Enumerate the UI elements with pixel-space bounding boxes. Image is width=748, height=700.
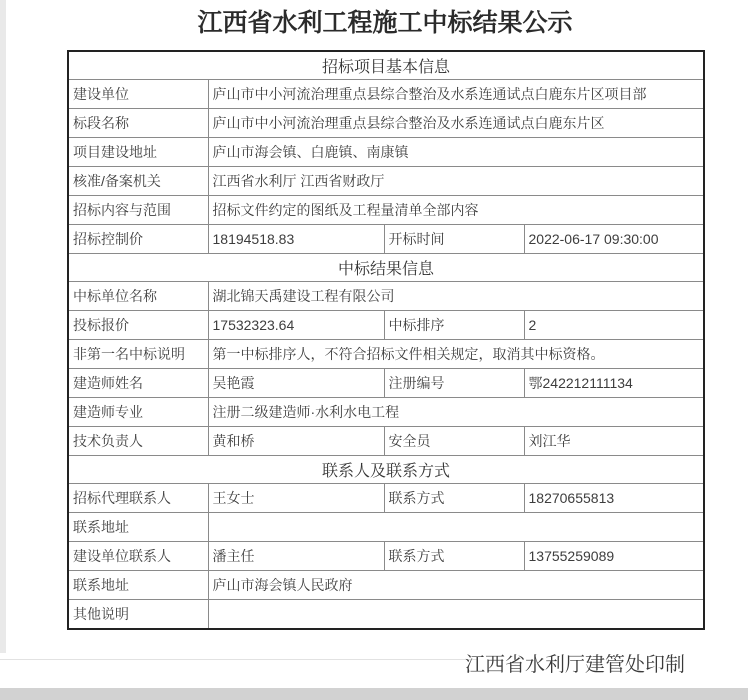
row-agency-contact <box>68 484 704 513</box>
cell-label: 招标内容与范围 <box>68 196 208 225</box>
cell-value: 18194518.83 <box>208 225 384 254</box>
section-header-contact-info <box>68 456 704 484</box>
page-left-edge-strip <box>0 0 6 653</box>
section-header-result-info <box>68 254 704 282</box>
footer-divider-line <box>0 659 478 660</box>
row-project-address <box>68 138 704 167</box>
cell-value: 潘主任 <box>208 542 384 571</box>
cell-value: 王女士 <box>208 484 384 513</box>
footer-printed-by: 江西省水利厅建管处印制 <box>465 654 685 676</box>
cell-label-2: 注册编号 <box>384 369 524 398</box>
cell-value: 招标文件约定的图纸及工程量清单全部内容 <box>208 196 704 225</box>
cell-label: 招标代理联系人 <box>68 484 208 513</box>
cell-label: 核准/备案机关 <box>68 167 208 196</box>
cell-label: 建设单位联系人 <box>68 542 208 571</box>
row-non-first-explanation <box>68 340 704 369</box>
cell-value-2: 18270655813 <box>524 484 704 513</box>
section-header-label: 中标结果信息 <box>68 254 704 282</box>
row-approval-authority <box>68 167 704 196</box>
page-title: 江西省水利工程施工中标结果公示 <box>197 10 573 37</box>
row-builder-specialty <box>68 398 704 427</box>
cell-value <box>208 513 704 542</box>
cell-label: 非第一名中标说明 <box>68 340 208 369</box>
cell-value: 江西省水利厅 江西省财政厅 <box>208 167 704 196</box>
row-owner-contact <box>68 542 704 571</box>
cell-label-2: 开标时间 <box>384 225 524 254</box>
row-bidding-scope <box>68 196 704 225</box>
announcement-table <box>67 50 705 630</box>
cell-value-2: 2 <box>524 311 704 340</box>
cell-label: 其他说明 <box>68 600 208 630</box>
cell-value-2: 2022-06-17 09:30:00 <box>524 225 704 254</box>
row-bid-price-rank <box>68 311 704 340</box>
row-winning-company <box>68 282 704 311</box>
cell-label: 项目建设地址 <box>68 138 208 167</box>
cell-value-2: 鄂242212111134 <box>524 369 704 398</box>
cell-value-2: 13755259089 <box>524 542 704 571</box>
cell-label: 建造师姓名 <box>68 369 208 398</box>
cell-value: 黄和桥 <box>208 427 384 456</box>
row-other-notes <box>68 600 704 630</box>
cell-value-2: 刘江华 <box>524 427 704 456</box>
cell-value: 庐山市海会镇人民政府 <box>208 571 704 600</box>
cell-label-2: 安全员 <box>384 427 524 456</box>
cell-label: 建设单位 <box>68 80 208 109</box>
row-section-name <box>68 109 704 138</box>
section-header-label: 联系人及联系方式 <box>68 456 704 484</box>
cell-label: 建造师专业 <box>68 398 208 427</box>
cell-value: 注册二级建造师·水利水电工程 <box>208 398 704 427</box>
cell-value: 庐山市中小河流治理重点县综合整治及水系连通试点白鹿东片区项目部 <box>208 80 704 109</box>
cell-label: 中标单位名称 <box>68 282 208 311</box>
cell-label-2: 联系方式 <box>384 542 524 571</box>
row-construction-unit <box>68 80 704 109</box>
cell-value: 湖北锦天禹建设工程有限公司 <box>208 282 704 311</box>
page-bottom-bar <box>0 688 748 700</box>
cell-label: 技术负责人 <box>68 427 208 456</box>
cell-value: 庐山市海会镇、白鹿镇、南康镇 <box>208 138 704 167</box>
cell-value: 庐山市中小河流治理重点县综合整治及水系连通试点白鹿东片区 <box>208 109 704 138</box>
row-contact-address-1 <box>68 513 704 542</box>
cell-label: 联系地址 <box>68 571 208 600</box>
row-tech-leader-safety-officer <box>68 427 704 456</box>
row-contact-address-2 <box>68 571 704 600</box>
cell-value <box>208 600 704 630</box>
cell-label: 招标控制价 <box>68 225 208 254</box>
cell-label: 投标报价 <box>68 311 208 340</box>
cell-label-2: 联系方式 <box>384 484 524 513</box>
section-header-basic-info <box>68 51 704 80</box>
cell-label-2: 中标排序 <box>384 311 524 340</box>
cell-label: 标段名称 <box>68 109 208 138</box>
announcement-table-wrap <box>67 50 705 630</box>
row-control-price-open-time <box>68 225 704 254</box>
row-builder-name-reg-number <box>68 369 704 398</box>
cell-value: 吴艳霞 <box>208 369 384 398</box>
section-header-label: 招标项目基本信息 <box>68 51 704 80</box>
cell-value: 第一中标排序人，不符合招标文件相关规定，取消其中标资格。 <box>208 340 704 369</box>
cell-value: 17532323.64 <box>208 311 384 340</box>
cell-label: 联系地址 <box>68 513 208 542</box>
